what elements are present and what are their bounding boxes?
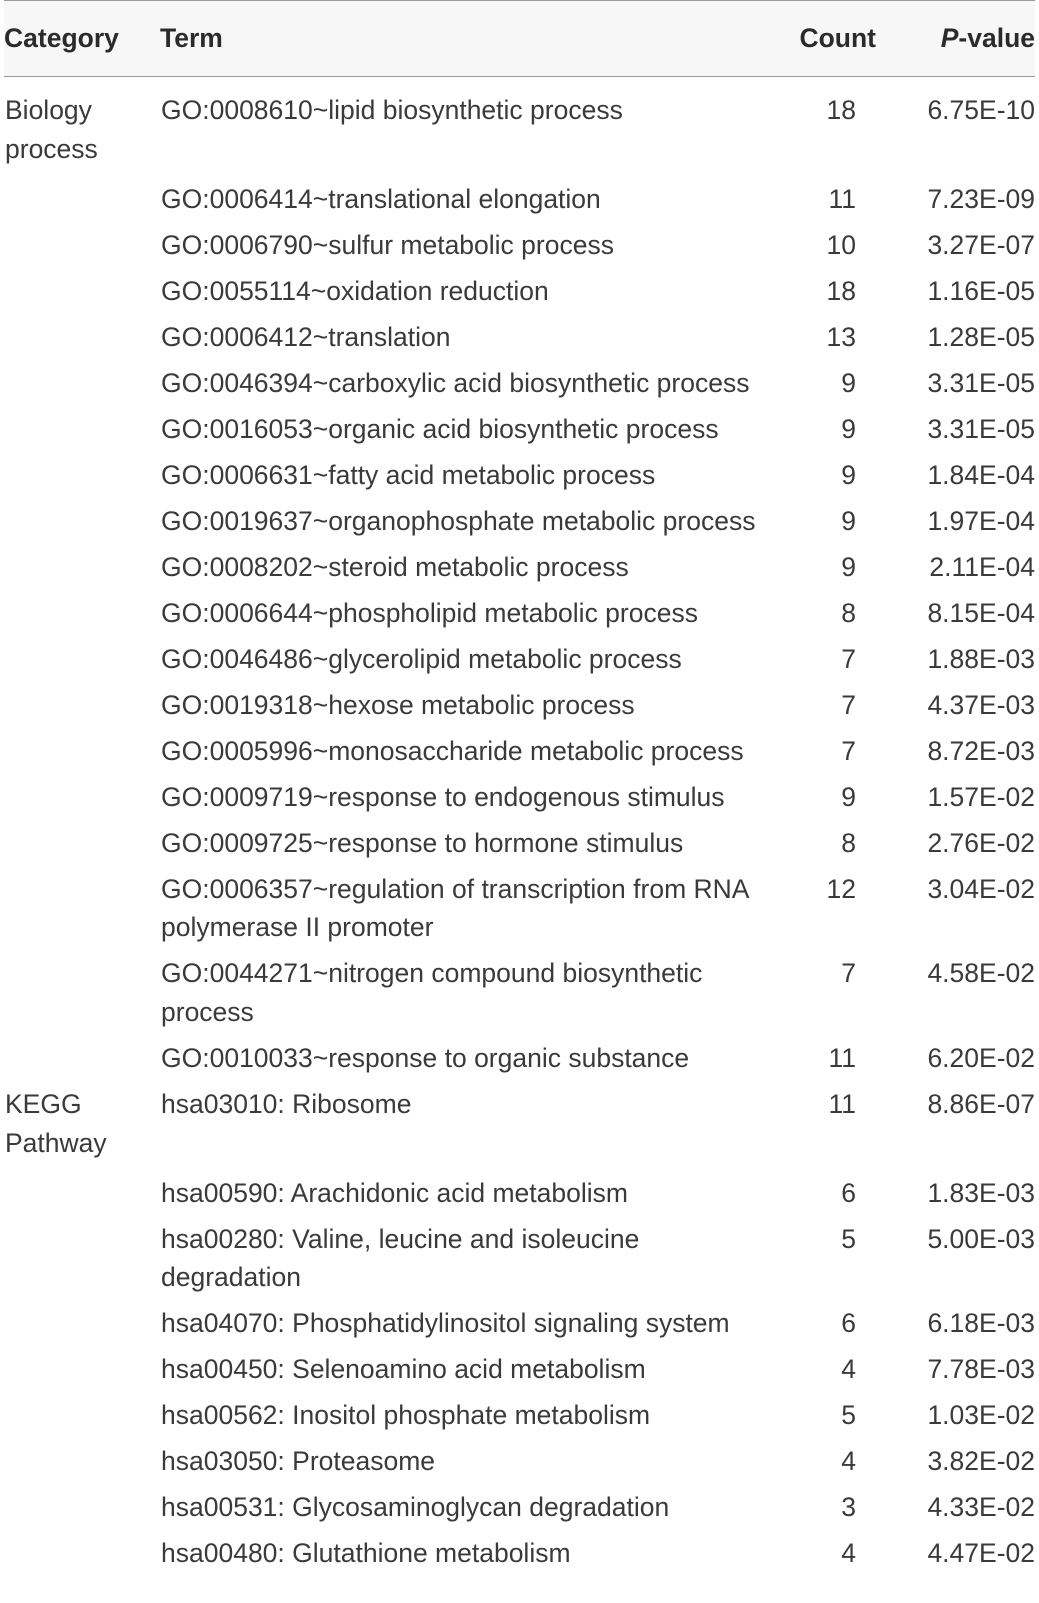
table-header <box>4 1 1035 77</box>
header-pvalue-p: P <box>940 23 959 54</box>
count-cell: 10 <box>826 229 856 260</box>
category-cell <box>4 866 160 951</box>
term-cell: GO:0016053~organic acid biosynthetic process <box>161 413 719 444</box>
pvalue-cell: 5.00E-03 <box>927 1223 1035 1254</box>
category-cell: Biology process <box>5 95 98 164</box>
category-cell <box>4 360 160 406</box>
pvalue-cell: 2.11E-04 <box>929 551 1035 582</box>
count-cell: 18 <box>826 95 856 125</box>
table-row <box>4 1301 1035 1347</box>
category-cell <box>4 406 160 452</box>
term-cell: hsa00590: Arachidonic acid metabolism <box>161 1177 628 1208</box>
term-cell: GO:0046394~carboxylic acid biosynthetic process <box>161 367 750 398</box>
pvalue-cell: 7.78E-03 <box>927 1354 1035 1384</box>
table-body <box>4 77 1035 1577</box>
category-cell <box>4 774 160 820</box>
category-cell <box>4 1170 160 1216</box>
category-cell <box>4 1301 160 1347</box>
header-pvalue <box>888 1 1035 77</box>
table-row <box>4 774 1035 820</box>
count-cell: 9 <box>841 551 856 582</box>
count-cell: 8 <box>841 827 856 858</box>
table-row <box>4 268 1035 314</box>
category-cell <box>4 176 160 222</box>
category-cell <box>4 1216 160 1301</box>
pvalue-cell: 7.23E-09 <box>927 183 1035 214</box>
term-cell: GO:0046486~glycerolipid metabolic process <box>161 643 682 674</box>
table-row <box>4 1035 1035 1081</box>
term-cell: hsa00280: Valine, leucine and isoleucine degradation <box>161 1223 640 1292</box>
pvalue-cell: 3.27E-07 <box>927 229 1035 260</box>
category-cell <box>4 498 160 544</box>
category-cell <box>4 314 160 360</box>
category-cell <box>4 728 160 774</box>
table-row <box>4 77 1035 177</box>
pvalue-cell: 3.04E-02 <box>927 873 1035 904</box>
term-cell: hsa00450: Selenoamino acid metabolism <box>161 1354 646 1384</box>
header-pvalue-rest: -value <box>958 23 1035 54</box>
pvalue-cell: 4.37E-03 <box>927 689 1035 720</box>
enrichment-table-container <box>4 0 1035 1577</box>
count-cell: 11 <box>828 1089 856 1119</box>
count-cell: 9 <box>841 367 856 398</box>
count-cell: 18 <box>826 275 856 306</box>
count-cell: 7 <box>841 643 856 674</box>
pvalue-cell: 1.84E-04 <box>927 459 1035 490</box>
pvalue-cell: 6.75E-10 <box>927 95 1035 125</box>
table-row <box>4 682 1035 728</box>
term-cell: GO:0005996~monosaccharide metabolic process <box>161 735 744 766</box>
count-cell: 11 <box>828 1042 856 1073</box>
category-cell <box>4 1035 160 1081</box>
pvalue-cell: 6.18E-03 <box>927 1308 1035 1338</box>
table-row <box>4 222 1035 268</box>
count-cell: 6 <box>841 1308 856 1338</box>
count-cell: 4 <box>841 1446 856 1476</box>
count-cell: 13 <box>826 321 856 352</box>
term-cell: hsa03050: Proteasome <box>161 1446 436 1476</box>
count-cell: 5 <box>841 1400 856 1430</box>
count-cell: 9 <box>841 459 856 490</box>
table-row <box>4 866 1035 951</box>
pvalue-cell: 1.97E-04 <box>927 505 1035 536</box>
category-cell <box>4 682 160 728</box>
pvalue-cell: 6.20E-02 <box>927 1042 1035 1073</box>
pvalue-cell: 3.31E-05 <box>927 413 1035 444</box>
count-cell: 9 <box>841 781 856 812</box>
pvalue-cell: 2.76E-02 <box>927 827 1035 858</box>
category-cell <box>4 951 160 1036</box>
pvalue-cell: 1.03E-02 <box>927 1400 1035 1430</box>
table-row <box>4 1216 1035 1301</box>
count-cell: 5 <box>841 1223 856 1254</box>
pvalue-cell: 4.47E-02 <box>927 1538 1035 1568</box>
header-term: Term <box>160 23 223 54</box>
table-row <box>4 728 1035 774</box>
pvalue-cell: 3.31E-05 <box>927 367 1035 398</box>
count-cell: 7 <box>841 735 856 766</box>
table-row <box>4 590 1035 636</box>
category-cell <box>4 1393 160 1439</box>
count-cell: 8 <box>841 597 856 628</box>
count-cell: 11 <box>828 183 856 214</box>
pvalue-cell: 1.88E-03 <box>927 643 1035 674</box>
header-category: Category <box>4 23 119 54</box>
table-row <box>4 1081 1035 1170</box>
pvalue-cell: 1.16E-05 <box>927 275 1035 306</box>
category-cell <box>4 1347 160 1393</box>
count-cell: 7 <box>841 689 856 720</box>
count-cell: 9 <box>841 413 856 444</box>
count-cell: 12 <box>826 873 856 904</box>
table-row <box>4 636 1035 682</box>
header-row <box>4 1 1035 77</box>
table-row <box>4 498 1035 544</box>
category-cell <box>4 590 160 636</box>
count-cell: 9 <box>841 505 856 536</box>
term-cell: GO:0010033~response to organic substance <box>161 1042 690 1073</box>
pvalue-cell: 4.58E-02 <box>927 958 1035 988</box>
category-cell <box>4 636 160 682</box>
category-cell: KEGG Pathway <box>5 1089 107 1158</box>
term-cell: GO:0006357~regulation of transcription from RNA polymerase II promoter <box>161 873 748 942</box>
enrichment-table <box>4 0 1035 1577</box>
count-cell: 3 <box>841 1492 856 1522</box>
category-cell <box>4 222 160 268</box>
term-cell: hsa00480: Glutathione metabolism <box>161 1538 571 1568</box>
term-cell: GO:0055114~oxidation reduction <box>161 275 549 306</box>
category-cell <box>4 1485 160 1531</box>
pvalue-cell: 3.82E-02 <box>927 1446 1035 1476</box>
table-row <box>4 1347 1035 1393</box>
category-cell <box>4 544 160 590</box>
category-cell <box>4 1439 160 1485</box>
count-cell: 7 <box>841 958 856 988</box>
term-cell: GO:0019318~hexose metabolic process <box>161 689 635 720</box>
term-cell: GO:0008610~lipid biosynthetic process <box>161 95 623 125</box>
term-cell: GO:0006790~sulfur metabolic process <box>161 229 614 260</box>
pvalue-cell: 1.83E-03 <box>927 1177 1035 1208</box>
table-row <box>4 1531 1035 1577</box>
pvalue-cell: 8.86E-07 <box>927 1089 1035 1119</box>
term-cell: GO:0006414~translational elongation <box>161 183 601 214</box>
pvalue-cell: 1.57E-02 <box>927 781 1035 812</box>
table-row <box>4 176 1035 222</box>
term-cell: GO:0006412~translation <box>161 321 451 352</box>
table-row <box>4 452 1035 498</box>
term-cell: hsa00562: Inositol phosphate metabolism <box>161 1400 651 1430</box>
table-row <box>4 1439 1035 1485</box>
table-row <box>4 1170 1035 1216</box>
count-cell: 4 <box>841 1538 856 1568</box>
term-cell: GO:0006644~phospholipid metabolic process <box>161 597 698 628</box>
table-row <box>4 820 1035 866</box>
term-cell: hsa00531: Glycosaminoglycan degradation <box>161 1492 670 1522</box>
header-count: Count <box>799 23 876 54</box>
term-cell: GO:0009725~response to hormone stimulus <box>161 827 684 858</box>
table-row <box>4 406 1035 452</box>
table-row <box>4 951 1035 1036</box>
count-cell: 4 <box>841 1354 856 1384</box>
table-row <box>4 360 1035 406</box>
pvalue-cell: 8.15E-04 <box>927 597 1035 628</box>
term-cell: GO:0019637~organophosphate metabolic process <box>161 505 756 536</box>
pvalue-cell: 4.33E-02 <box>927 1492 1035 1522</box>
pvalue-cell: 1.28E-05 <box>927 321 1035 352</box>
table-row <box>4 314 1035 360</box>
pvalue-cell: 8.72E-03 <box>927 735 1035 766</box>
term-cell: GO:0009719~response to endogenous stimulus <box>161 781 725 812</box>
table-row <box>4 544 1035 590</box>
category-cell <box>4 1531 160 1577</box>
term-cell: GO:0044271~nitrogen compound biosynthetic process <box>161 958 703 1027</box>
category-cell <box>4 268 160 314</box>
category-cell <box>4 452 160 498</box>
term-cell: GO:0008202~steroid metabolic process <box>161 551 629 582</box>
count-cell: 6 <box>841 1177 856 1208</box>
category-cell <box>4 820 160 866</box>
term-cell: hsa04070: Phosphatidylinositol signaling system <box>161 1308 730 1338</box>
table-row <box>4 1485 1035 1531</box>
term-cell: hsa03010: Ribosome <box>161 1089 412 1119</box>
term-cell: GO:0006631~fatty acid metabolic process <box>161 459 656 490</box>
table-row <box>4 1393 1035 1439</box>
